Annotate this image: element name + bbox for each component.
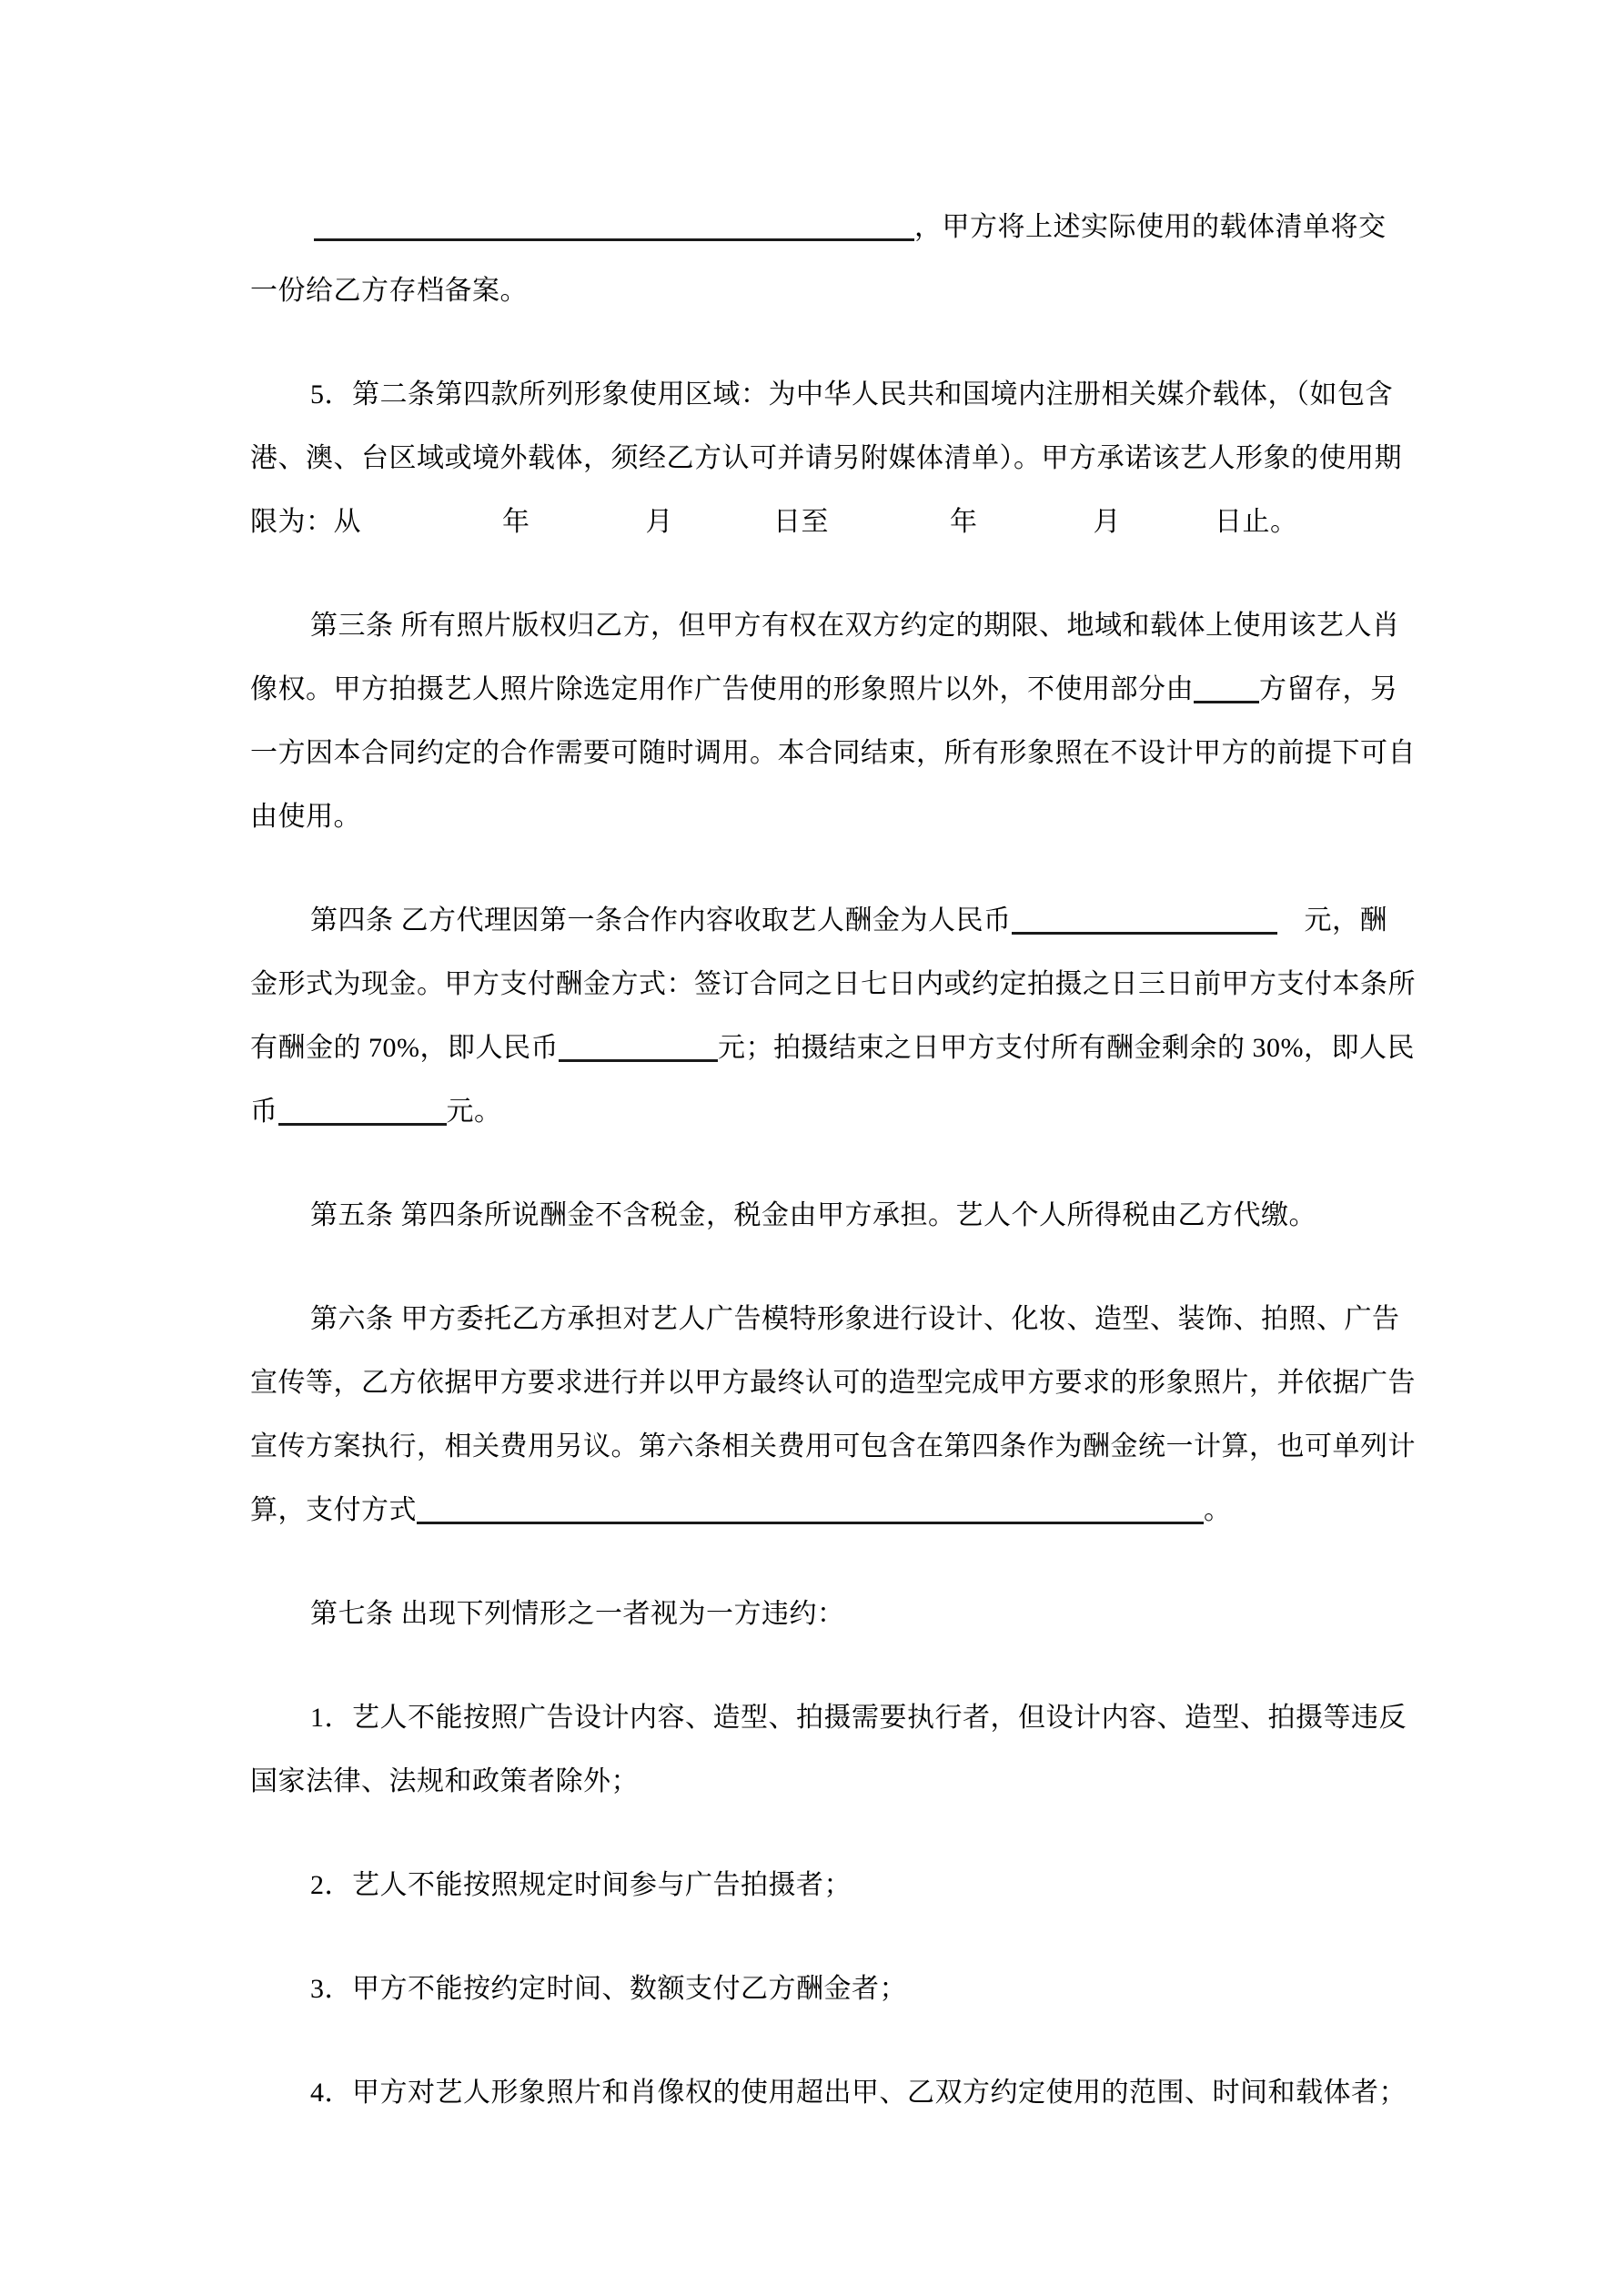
text-line bbox=[250, 491, 1410, 554]
blank-field bbox=[559, 1047, 718, 1062]
text-run: 宣传等，乙方依据甲方要求进行并以甲方最终认可的造型完成甲方要求的形象照片，并依据广告 bbox=[250, 1368, 1416, 1398]
spacer bbox=[1277, 928, 1305, 929]
text-run: 国家法律、法规和政策者除外； bbox=[250, 1766, 639, 1796]
contract-paragraph bbox=[250, 1184, 1410, 1248]
spacer bbox=[361, 530, 502, 531]
text-run: 3．甲方不能按约定时间、数额支付乙方酬金者； bbox=[310, 1974, 907, 2004]
text-line bbox=[250, 1415, 1416, 1479]
text-run: 宣传方案执行，相关费用另议。第六条相关费用可包含在第四条作为酬金统一计算，也可单列计 bbox=[250, 1431, 1416, 1462]
spacer bbox=[250, 1725, 310, 1726]
text-line bbox=[250, 363, 1410, 427]
text-run: 日止。 bbox=[1215, 507, 1298, 537]
text-run: 由使用。 bbox=[250, 802, 361, 832]
spacer bbox=[250, 402, 310, 403]
contract-paragraph bbox=[250, 594, 1416, 849]
spacer bbox=[250, 1223, 310, 1224]
text-run: 。 bbox=[1204, 1495, 1232, 1525]
text-run: 第六条 甲方委托乙方承担对艺人广告模特形象进行设计、化妆、造型、装饰、拍照、广告 bbox=[310, 1304, 1400, 1334]
text-run: 有酬金的 70%，即人民币 bbox=[250, 1033, 559, 1063]
contract-paragraph bbox=[250, 1583, 1410, 1646]
spacer bbox=[673, 530, 773, 531]
text-line bbox=[250, 1351, 1416, 1415]
text-run: 元。 bbox=[446, 1097, 502, 1127]
text-run: 5．第二条第四款所列形象使用区域：为中华人民共和国境内注册相关媒介载体，（如包含 bbox=[310, 379, 1393, 410]
spacer bbox=[250, 1327, 310, 1328]
text-run: 元；拍摄结束之日甲方支付所有酬金剩余的 30%，即人民 bbox=[718, 1033, 1415, 1063]
text-run: 第七条 出现下列情形之一者视为一方违约： bbox=[310, 1599, 845, 1629]
text-run: 金形式为现金。甲方支付酬金方式：签订合同之日七日内或约定拍摄之日三日前甲方支付本条所 bbox=[250, 969, 1416, 999]
text-line bbox=[250, 722, 1416, 785]
blank-field bbox=[1012, 919, 1277, 935]
blank-field bbox=[278, 1110, 447, 1126]
blank-field bbox=[1194, 688, 1259, 703]
spacer bbox=[250, 2100, 310, 2101]
spacer bbox=[250, 1622, 310, 1623]
text-run: 年 bbox=[502, 507, 530, 537]
text-line bbox=[250, 1854, 1410, 1917]
text-run: 元，酬 bbox=[1304, 905, 1387, 936]
text-line bbox=[250, 2061, 1410, 2125]
spacer bbox=[978, 530, 1094, 531]
text-line bbox=[250, 196, 1410, 259]
contract-paragraph bbox=[250, 2061, 1410, 2125]
spacer bbox=[250, 928, 310, 929]
contract-paragraph bbox=[250, 1854, 1410, 1917]
contract-paragraph bbox=[250, 1288, 1416, 1542]
text-run: 港、澳、台区域或境外载体，须经乙方认可并请另附媒体清单）。甲方承诺该艺人形象的使用期 bbox=[250, 443, 1402, 473]
text-line bbox=[250, 1017, 1415, 1080]
text-line bbox=[250, 1288, 1410, 1351]
text-line bbox=[250, 785, 1410, 849]
text-run: 4．甲方对艺人形象照片和肖像权的使用超出甲、乙双方约定使用的范围、时间和载体者； bbox=[310, 2078, 1407, 2108]
text-run: 月 bbox=[645, 507, 673, 537]
contract-paragraph bbox=[250, 889, 1416, 1144]
text-line bbox=[250, 1184, 1410, 1248]
text-line bbox=[250, 259, 1410, 323]
spacer bbox=[829, 530, 950, 531]
text-line bbox=[250, 1750, 1410, 1814]
text-run: 算，支付方式 bbox=[250, 1495, 417, 1525]
text-run: 像权。甲方拍摄艺人照片除选定用作广告使用的形象照片以外，不使用部分由 bbox=[250, 674, 1194, 704]
text-line bbox=[250, 953, 1416, 1017]
spacer bbox=[530, 530, 646, 531]
spacer bbox=[250, 1997, 310, 1998]
text-line bbox=[250, 427, 1410, 491]
contract-paragraph bbox=[250, 1957, 1410, 2021]
document-body bbox=[250, 196, 1416, 2125]
text-run: 第五条 第四条所说酬金不含税金，税金由甲方承担。艺人个人所得税由乙方代缴。 bbox=[310, 1200, 1316, 1230]
text-run: 2．艺人不能按照规定时间参与广告拍摄者； bbox=[310, 1870, 852, 1900]
text-line bbox=[250, 1583, 1410, 1646]
text-line bbox=[250, 1080, 1410, 1144]
text-run: 月 bbox=[1093, 507, 1121, 537]
text-run: 第三条 所有照片版权归乙方，但甲方有权在双方约定的期限、地域和载体上使用该艺人肖 bbox=[310, 611, 1400, 641]
text-run: 第四条 乙方代理因第一条合作内容收取艺人酬金为人民币 bbox=[310, 905, 1012, 936]
text-run: 限为：从 bbox=[250, 507, 361, 537]
blank-field bbox=[314, 226, 914, 241]
text-line bbox=[250, 658, 1410, 722]
text-run: 一份给乙方存档备案。 bbox=[250, 276, 528, 306]
text-run: ，甲方将上述实际使用的载体清单将交 bbox=[914, 212, 1387, 242]
spacer bbox=[250, 235, 314, 236]
contract-paragraph bbox=[250, 1686, 1410, 1814]
text-line bbox=[250, 889, 1410, 953]
text-line bbox=[250, 1686, 1410, 1750]
spacer bbox=[250, 633, 310, 634]
text-line bbox=[250, 1479, 1410, 1542]
text-line bbox=[250, 594, 1410, 658]
text-run: 年 bbox=[950, 507, 978, 537]
text-run: 一方因本合同约定的合作需要可随时调用。本合同结束，所有形象照在不设计甲方的前提下可自 bbox=[250, 738, 1416, 768]
spacer bbox=[250, 1893, 310, 1894]
spacer bbox=[1121, 530, 1215, 531]
text-run: 方留存，另 bbox=[1259, 674, 1398, 704]
text-line bbox=[250, 1957, 1410, 2021]
contract-paragraph bbox=[250, 196, 1410, 323]
text-run: 日至 bbox=[773, 507, 829, 537]
text-run: 币 bbox=[250, 1097, 278, 1127]
contract-paragraph bbox=[250, 363, 1410, 554]
text-run: 1．艺人不能按照广告设计内容、造型、拍摄需要执行者，但设计内容、造型、拍摄等违反 bbox=[310, 1703, 1407, 1733]
blank-field bbox=[417, 1509, 1204, 1524]
